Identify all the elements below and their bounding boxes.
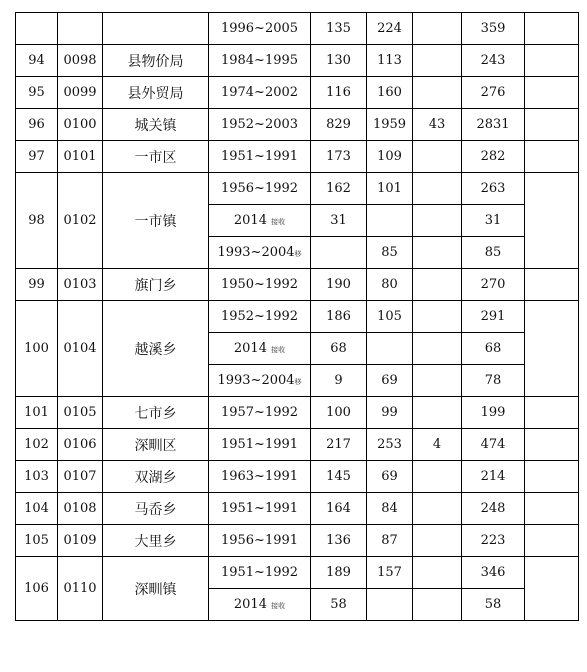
cell-remark <box>525 301 579 397</box>
cell-code: 0099 <box>58 77 103 109</box>
cell-years: 1951~1991 <box>209 141 311 173</box>
cell-total: 31 <box>462 205 525 237</box>
cell-total: 359 <box>462 13 525 45</box>
cell-value-c <box>413 493 462 525</box>
table-row <box>16 429 579 461</box>
cell-code <box>58 13 103 45</box>
cell-value-c <box>413 45 462 77</box>
cell-value-c <box>413 365 462 397</box>
cell-total: 85 <box>462 237 525 269</box>
table-row <box>16 397 579 429</box>
cell-years: 1951~1991 <box>209 429 311 461</box>
cell-unit-name: 七市乡 <box>103 397 209 429</box>
table-row <box>16 461 579 493</box>
cell-value-a: 217 <box>311 429 367 461</box>
cell-code: 0103 <box>58 269 103 301</box>
years-note: 接收 <box>271 346 286 354</box>
cell-value-c: 4 <box>413 429 462 461</box>
cell-total: 223 <box>462 525 525 557</box>
cell-remark <box>525 13 579 45</box>
table-row <box>16 77 579 109</box>
cell-remark <box>525 493 579 525</box>
cell-value-b: 1959 <box>367 109 413 141</box>
cell-years <box>209 237 311 269</box>
cell-remark <box>525 397 579 429</box>
table-row <box>16 109 579 141</box>
cell-value-c <box>413 205 462 237</box>
cell-value-c <box>413 333 462 365</box>
years-note: 移 <box>294 378 302 386</box>
cell-years: 1951~1992 <box>209 557 311 589</box>
cell-years: 1951~1991 <box>209 493 311 525</box>
cell-total: 276 <box>462 77 525 109</box>
cell-code: 0104 <box>58 301 103 397</box>
cell-code: 0098 <box>58 45 103 77</box>
cell-remark <box>525 429 579 461</box>
cell-unit-name: 双湖乡 <box>103 461 209 493</box>
years-note: 移 <box>294 250 302 258</box>
cell-remark <box>525 461 579 493</box>
cell-code: 0107 <box>58 461 103 493</box>
cell-value-a <box>311 237 367 269</box>
cell-value-c <box>413 77 462 109</box>
cell-value-c: 43 <box>413 109 462 141</box>
cell-no: 104 <box>16 493 58 525</box>
cell-no: 98 <box>16 173 58 269</box>
cell-unit-name: 大里乡 <box>103 525 209 557</box>
years-text: 1993~2004 <box>217 373 295 388</box>
cell-total: 248 <box>462 493 525 525</box>
cell-value-a: 186 <box>311 301 367 333</box>
cell-value-a: 164 <box>311 493 367 525</box>
cell-unit-name: 一市区 <box>103 141 209 173</box>
cell-no: 94 <box>16 45 58 77</box>
cell-total: 78 <box>462 365 525 397</box>
cell-years: 1952~1992 <box>209 301 311 333</box>
cell-remark <box>525 269 579 301</box>
cell-years: 1957~1992 <box>209 397 311 429</box>
cell-value-a: 68 <box>311 333 367 365</box>
cell-value-c <box>413 13 462 45</box>
cell-value-a: 58 <box>311 589 367 621</box>
cell-unit-name: 城关镇 <box>103 109 209 141</box>
cell-unit-name: 县外贸局 <box>103 77 209 109</box>
table-row <box>16 13 579 45</box>
cell-code: 0101 <box>58 141 103 173</box>
cell-unit-name: 深甽镇 <box>103 557 209 621</box>
cell-value-c <box>413 269 462 301</box>
cell-value-c <box>413 461 462 493</box>
cell-code: 0105 <box>58 397 103 429</box>
cell-years <box>209 205 311 237</box>
cell-value-b: 80 <box>367 269 413 301</box>
cell-no: 97 <box>16 141 58 173</box>
cell-value-c <box>413 301 462 333</box>
cell-value-a: 130 <box>311 45 367 77</box>
cell-value-c <box>413 589 462 621</box>
cell-value-a: 145 <box>311 461 367 493</box>
table-row <box>16 141 579 173</box>
cell-value-c <box>413 557 462 589</box>
cell-years: 1950~1992 <box>209 269 311 301</box>
cell-total: 270 <box>462 269 525 301</box>
cell-no: 106 <box>16 557 58 621</box>
cell-total: 243 <box>462 45 525 77</box>
years-text: 2014 <box>233 341 267 356</box>
cell-value-a: 190 <box>311 269 367 301</box>
table-row <box>16 173 579 205</box>
cell-total: 2831 <box>462 109 525 141</box>
cell-code: 0110 <box>58 557 103 621</box>
cell-remark <box>525 173 579 269</box>
years-text: 1993~2004 <box>217 245 295 260</box>
cell-no: 95 <box>16 77 58 109</box>
cell-no: 96 <box>16 109 58 141</box>
cell-value-c <box>413 237 462 269</box>
cell-no: 99 <box>16 269 58 301</box>
cell-code: 0106 <box>58 429 103 461</box>
cell-value-a: 136 <box>311 525 367 557</box>
cell-value-b <box>367 205 413 237</box>
cell-value-b: 109 <box>367 141 413 173</box>
cell-value-b <box>367 333 413 365</box>
cell-no: 105 <box>16 525 58 557</box>
cell-years: 1956~1991 <box>209 525 311 557</box>
archive-holdings-table <box>15 12 579 621</box>
cell-unit-name: 越溪乡 <box>103 301 209 397</box>
years-text: 2014 <box>233 597 267 612</box>
cell-value-a: 31 <box>311 205 367 237</box>
cell-code: 0108 <box>58 493 103 525</box>
cell-no: 100 <box>16 301 58 397</box>
cell-value-b: 157 <box>367 557 413 589</box>
table-row <box>16 269 579 301</box>
cell-remark <box>525 557 579 621</box>
cell-unit-name: 旗门乡 <box>103 269 209 301</box>
years-note: 接收 <box>271 602 286 610</box>
cell-total: 474 <box>462 429 525 461</box>
cell-value-a: 135 <box>311 13 367 45</box>
cell-unit-name: 深甽区 <box>103 429 209 461</box>
cell-total: 214 <box>462 461 525 493</box>
years-note: 接收 <box>271 218 286 226</box>
cell-value-b: 69 <box>367 461 413 493</box>
cell-total: 282 <box>462 141 525 173</box>
cell-total: 291 <box>462 301 525 333</box>
cell-years: 1984~1995 <box>209 45 311 77</box>
cell-value-b: 160 <box>367 77 413 109</box>
cell-value-b: 69 <box>367 365 413 397</box>
cell-value-a: 116 <box>311 77 367 109</box>
cell-unit-name: 县物价局 <box>103 45 209 77</box>
cell-value-a: 162 <box>311 173 367 205</box>
cell-years <box>209 333 311 365</box>
cell-years: 1952~2003 <box>209 109 311 141</box>
cell-value-a: 100 <box>311 397 367 429</box>
cell-remark <box>525 525 579 557</box>
cell-value-b: 113 <box>367 45 413 77</box>
cell-value-a: 173 <box>311 141 367 173</box>
cell-value-b: 84 <box>367 493 413 525</box>
cell-years: 1996~2005 <box>209 13 311 45</box>
cell-remark <box>525 77 579 109</box>
cell-total: 58 <box>462 589 525 621</box>
cell-value-b: 105 <box>367 301 413 333</box>
cell-value-b: 224 <box>367 13 413 45</box>
cell-value-b: 85 <box>367 237 413 269</box>
cell-years: 1963~1991 <box>209 461 311 493</box>
cell-years: 1956~1992 <box>209 173 311 205</box>
cell-total: 263 <box>462 173 525 205</box>
cell-no: 103 <box>16 461 58 493</box>
cell-years <box>209 589 311 621</box>
cell-years: 1974~2002 <box>209 77 311 109</box>
cell-unit-name: 一市镇 <box>103 173 209 269</box>
cell-value-c <box>413 173 462 205</box>
cell-value-a: 829 <box>311 109 367 141</box>
cell-code: 0100 <box>58 109 103 141</box>
table-row <box>16 45 579 77</box>
cell-no <box>16 13 58 45</box>
cell-years <box>209 365 311 397</box>
table-row <box>16 525 579 557</box>
cell-value-c <box>413 525 462 557</box>
cell-total: 199 <box>462 397 525 429</box>
cell-remark <box>525 141 579 173</box>
cell-remark <box>525 109 579 141</box>
table-row <box>16 301 579 333</box>
cell-total: 68 <box>462 333 525 365</box>
cell-value-b: 101 <box>367 173 413 205</box>
cell-value-a: 189 <box>311 557 367 589</box>
cell-remark <box>525 45 579 77</box>
cell-no: 101 <box>16 397 58 429</box>
cell-value-a: 9 <box>311 365 367 397</box>
cell-unit-name: 马岙乡 <box>103 493 209 525</box>
years-text: 2014 <box>233 213 267 228</box>
cell-total: 346 <box>462 557 525 589</box>
table-row <box>16 493 579 525</box>
cell-unit-name <box>103 13 209 45</box>
table-row <box>16 557 579 589</box>
cell-value-c <box>413 397 462 429</box>
cell-value-b: 253 <box>367 429 413 461</box>
cell-value-b: 99 <box>367 397 413 429</box>
cell-value-b: 87 <box>367 525 413 557</box>
cell-code: 0102 <box>58 173 103 269</box>
cell-no: 102 <box>16 429 58 461</box>
cell-value-b <box>367 589 413 621</box>
cell-code: 0109 <box>58 525 103 557</box>
cell-value-c <box>413 141 462 173</box>
